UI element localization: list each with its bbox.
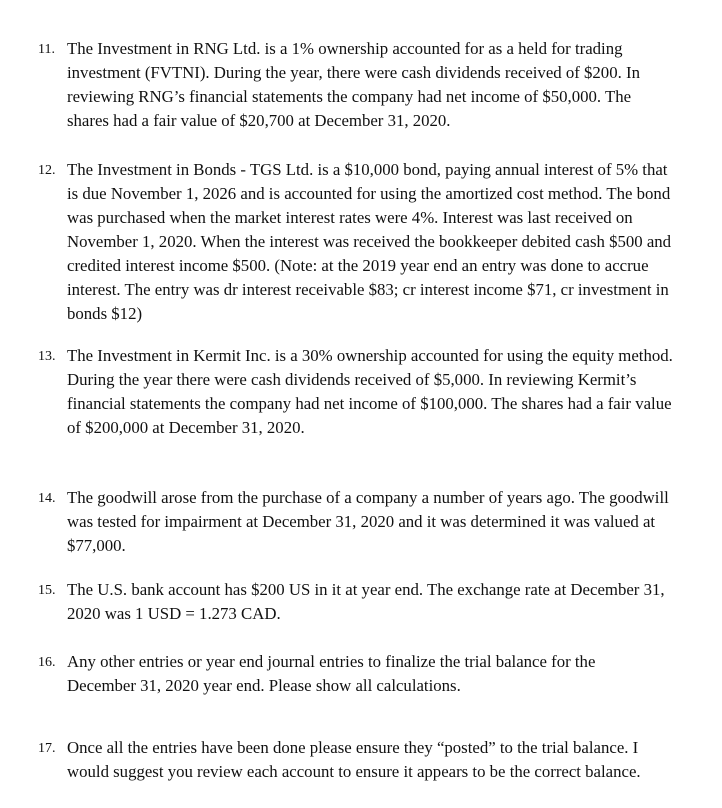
- text-line: The U.S. bank account has $200 US in it at year end. The exchange rate at December 31,: [67, 580, 665, 599]
- text-line: During the year there were cash dividends received of $5,000. In reviewing Kermit’s: [67, 370, 637, 389]
- text-line: $77,000.: [67, 536, 126, 555]
- text-line: interest. The entry was dr interest receivable $83; cr interest income $71, cr investment in: [67, 280, 669, 299]
- text-line: credited interest income $500. (Note: at the 2019 year end an entry was done to accrue: [67, 256, 649, 275]
- item-text: [67, 486, 718, 558]
- text-line: investment (FVTNI). During the year, there were cash dividends received of $200. In: [67, 63, 640, 82]
- item-text: [67, 344, 718, 440]
- item-text: [67, 37, 718, 133]
- text-line: shares had a fair value of $20,700 at December 31, 2020.: [67, 111, 451, 130]
- text-line: The Investment in Kermit Inc. is a 30% ownership accounted for using the equity method.: [67, 346, 673, 365]
- item-number: 14.: [38, 491, 56, 506]
- text-line: November 1, 2020. When the interest was received the bookkeeper debited cash $500 and: [67, 232, 672, 251]
- text-line: reviewing RNG’s financial statements the company had net income of $50,000. The: [67, 87, 632, 106]
- text-line: Once all the entries have been done please ensure they “posted” to the trial balance. I: [67, 738, 639, 757]
- item-number: 12.: [38, 163, 56, 178]
- text-line: December 31, 2020 year end. Please show all calculations.: [67, 676, 461, 695]
- text-line: Any other entries or year end journal entries to finalize the trial balance for the: [67, 652, 596, 671]
- item-number: 16.: [38, 655, 56, 670]
- text-line: was purchased when the market interest rates were 4%. Interest was last received on: [67, 208, 633, 227]
- text-line: of $200,000 at December 31, 2020.: [67, 418, 305, 437]
- item-number: 17.: [38, 741, 56, 756]
- text-line: financial statements the company had net income of $100,000. The shares had a fair value: [67, 394, 672, 413]
- text-line: was tested for impairment at December 31, 2020 and it was determined it was valued at: [67, 512, 656, 531]
- item-text: [67, 578, 718, 626]
- item-text: [67, 736, 718, 784]
- item-number: 15.: [38, 583, 56, 598]
- text-line: would suggest you review each account to ensure it appears to be the correct balance.: [67, 762, 641, 781]
- text-line: bonds $12): [67, 304, 143, 323]
- item-text: [67, 158, 718, 326]
- text-line: The goodwill arose from the purchase of a company a number of years ago. The goodwill: [67, 488, 669, 507]
- item-number: 11.: [38, 42, 55, 57]
- text-line: is due November 1, 2026 and is accounted for using the amortized cost method. The bond: [67, 184, 671, 203]
- item-number: 13.: [38, 349, 56, 364]
- text-line: The Investment in Bonds - TGS Ltd. is a $10,000 bond, paying annual interest of 5% that: [67, 160, 668, 179]
- item-text: [67, 650, 718, 698]
- text-line: 2020 was 1 USD = 1.273 CAD.: [67, 604, 281, 623]
- text-line: The Investment in RNG Ltd. is a 1% ownership accounted for as a held for trading: [67, 39, 623, 58]
